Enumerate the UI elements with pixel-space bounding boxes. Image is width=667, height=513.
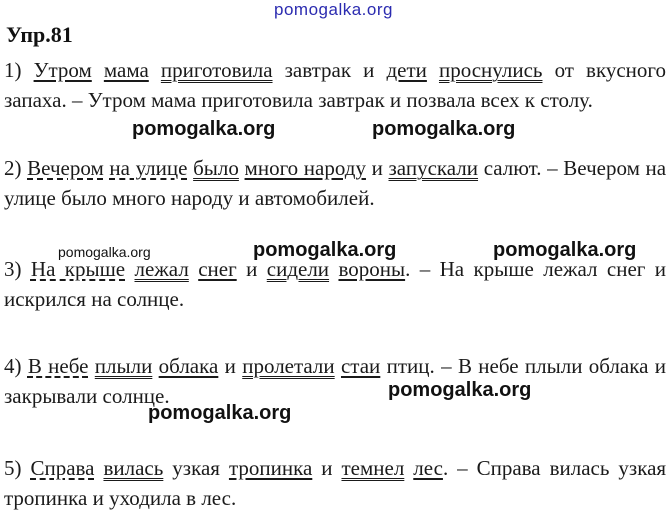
plain-text: птиц. – В небе плыли облака и закрывали солнце.: [4, 354, 666, 408]
plain-text: и: [224, 354, 236, 378]
adverbial-word: Справа: [30, 456, 95, 480]
watermark: pomogalka.org: [132, 118, 276, 140]
watermark: pomogalka.org: [253, 239, 397, 261]
sentence-item-1: [4, 55, 666, 115]
predicate-word: пролетали: [242, 354, 335, 378]
plain-text: узкая: [172, 456, 220, 480]
adverbial-word: Вечером: [27, 156, 104, 180]
item-number: 2): [4, 156, 22, 180]
adverbial-word: Утром: [33, 58, 92, 82]
subject-word: мама: [103, 58, 149, 82]
predicate-word: вилась: [103, 456, 164, 480]
predicate-word: было: [193, 156, 239, 180]
exercise-title: Упр.81: [6, 22, 73, 47]
subject-word: вороны: [338, 257, 406, 281]
subject-word: снег: [198, 257, 237, 281]
item-number: 5): [4, 456, 22, 480]
adverbial-word: На крыше: [30, 257, 126, 281]
plain-text: от вкусного запаха. – Утром мама приготовила завтрак и позвала всех к столу.: [4, 58, 667, 112]
plain-text: . – На крыше лежал снег и искрился на солнце.: [4, 257, 667, 311]
watermark: pomogalka.org: [148, 402, 292, 424]
predicate-word: сидели: [266, 257, 330, 281]
subject-word: тропинка: [228, 456, 313, 480]
subject-word: облака: [158, 354, 219, 378]
watermark: pomogalka.org: [388, 379, 532, 401]
predicate-word: лежал: [134, 257, 189, 281]
adverbial-word: В небе: [27, 354, 89, 378]
plain-text: салют. – Вечером на улице было много народу и автомобилей.: [4, 156, 667, 210]
subject-word: много народу: [244, 156, 366, 180]
predicate-word: плыли: [94, 354, 153, 378]
watermark: pomogalka.org: [372, 118, 516, 140]
sentence-item-3: [4, 254, 666, 314]
subject-word: стаи: [340, 354, 381, 378]
plain-text: завтрак и: [284, 58, 375, 82]
predicate-word: запускали: [388, 156, 479, 180]
sentence-item-5: [4, 453, 666, 513]
item-number: 1): [4, 58, 22, 82]
plain-text: и: [371, 156, 383, 180]
watermark: pomogalka.org: [58, 244, 151, 260]
watermark: pomogalka.org: [493, 239, 637, 261]
plain-text: и: [246, 257, 258, 281]
site-header[interactable]: pomogalka.org: [274, 0, 393, 19]
predicate-word: проснулись: [438, 58, 543, 82]
item-number: 3): [4, 257, 22, 281]
subject-word: лес: [413, 456, 443, 480]
predicate-word: темнел: [341, 456, 405, 480]
sentence-item-4: [4, 351, 666, 411]
adverbial-word: на улице: [109, 156, 188, 180]
plain-text: . – Справа вилась узкая тропинка и уходила в лес.: [4, 456, 667, 510]
predicate-word: приготовила: [160, 58, 273, 82]
item-number: 4): [4, 354, 22, 378]
plain-text: и: [321, 456, 333, 480]
sentence-item-2: [4, 153, 666, 213]
subject-word: дети: [386, 58, 427, 82]
